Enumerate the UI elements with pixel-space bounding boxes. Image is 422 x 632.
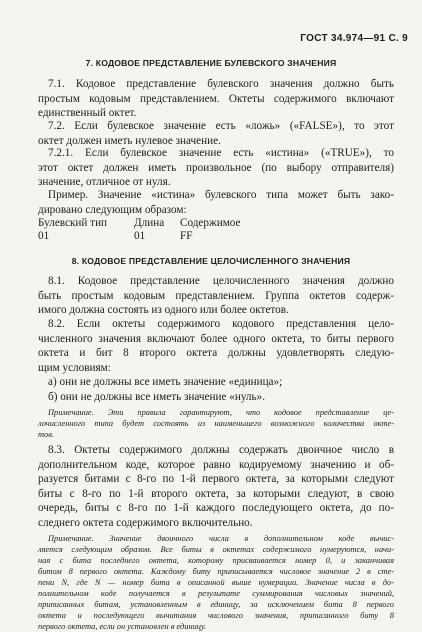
text-line: пени N, где N — номер бита в описанной выше нумерации. Значение числа в до- [38,578,394,587]
text-line: дополнительном коде, которое равно кодируемому значению и об- [38,458,394,471]
table-cell: FF [180,230,193,242]
text-line: Пример. Значение «истина» булевского типа может быть зако- [48,189,394,201]
text-line: приписанных битам, установленным в единицу, за исключением бита 8 первого [38,600,394,609]
text-line: Примечание. Эти правила гарантируют, что кодовое представление це- [48,408,394,417]
text-line: 7.2.1. Если булевское значение есть «истина» («TRUE»), то [48,147,394,159]
text-line: 7.2. Если булевское значение есть «ложь» («FALSE»), то этот [48,120,394,132]
page-header: ГОСТ 34.974—91 С. 9 [300,33,408,44]
text-line: лочисленного типа будет состоять из наименьшего возможного количества окте- [38,419,394,428]
text-line: 7.1. Кодовое представление булевского значения должно быть [48,78,394,90]
text-line: битом 8 первого октета. Каждому биту приписывается числовое значение 2 в сте- [38,567,394,576]
text-line: 8.1. Кодовое представление целочисленного значения должно [48,275,394,287]
text-line: щим условиям: [38,361,111,374]
table-header-cell: Длина [134,217,165,229]
text-line: 8.2. Если октеты содержимого кодового представления цело- [48,318,394,330]
paragraph-7-1 [38,77,394,121]
text-line: октета и последующего вычитания числового значения, приписанного биту 8 [38,611,394,620]
text-line: тов. [38,430,54,439]
paragraph-7-2 [38,119,394,148]
table-header-cell: Булевский тип [38,217,108,229]
text-line: разуется битами с 8-го по 1-й первого октета, за которыми следуют [38,473,394,485]
text-line: быть простым кодовым представлением. Группа октетов содерж- [38,289,394,302]
conditions-list [38,375,394,404]
text-line: численного значения включают более одного октета, то биты первого [38,332,394,345]
text-line: простым кодовым представлением. Октеты содержимого включают [38,92,394,105]
section-7-title: 7. КОДОВОЕ ПРЕДСТАВЛЕНИЕ БУЛЕВСКОГО ЗНАЧЕНИЯ [85,58,337,68]
note-1 [38,407,394,440]
text-line: ная с бита последнего октета, которому присваивается номер 0, и заканчивая [38,556,394,565]
paragraph-7-2-1 [38,146,394,190]
text-line: дировано следующим образом: [38,203,187,216]
table-header-cell: Содержимое [180,217,241,229]
text-line: значение, отличное от нуля. [38,176,171,188]
text-line: биты с 8-го по 1-й второго октета, за которыми следуют, в свою [38,487,394,500]
table-cell: 01 [38,230,50,242]
text-line: единственный октет. [38,107,137,119]
text-line: октет должен иметь нулевое значение. [38,134,221,147]
section-8-title: 8. КОДОВОЕ ПРЕДСТАВЛЕНИЕ ЦЕЛОЧИСЛЕННОГО ЗНАЧЕНИЯ [71,256,351,266]
list-item: б) они не должны все иметь значение «нуль». [48,390,265,403]
text-line: очередь, биты с 8-го по 1-й каждого последующего октета, до по- [38,502,394,514]
text-line: первого октета, если он установлен в единицу. [38,622,207,631]
text-line: полнительном коде получается в результате суммирования числовых значений, [38,589,394,598]
paragraph-8-3 [38,443,394,530]
example-paragraph [38,188,394,217]
text-line: имого должна состоять из одного или более октетов. [38,304,289,316]
paragraph-8-1 [38,274,394,318]
text-line: следнего октета содержимого включительно. [38,516,253,529]
note-2 [38,533,394,632]
text-line: 8.3. Октеты содержимого должны содержать двоичное число в [48,444,394,456]
table-cell: 01 [134,230,146,242]
list-item: а) они не должны все иметь значение «единица»; [48,376,283,388]
text-line: ляется следующим образом. Все биты в октетах содержимого нумеруются, начи- [38,545,394,554]
text-line: этот октет должен иметь произвольное (по выбору отправителя) [38,161,394,174]
paragraph-8-2 [38,317,394,375]
text-line: октета и бит 8 второго октета должны удовлетворять следую- [38,347,394,359]
text-line: Примечание. Значение двоичного числа в дополнительном коде вычис- [48,534,394,543]
